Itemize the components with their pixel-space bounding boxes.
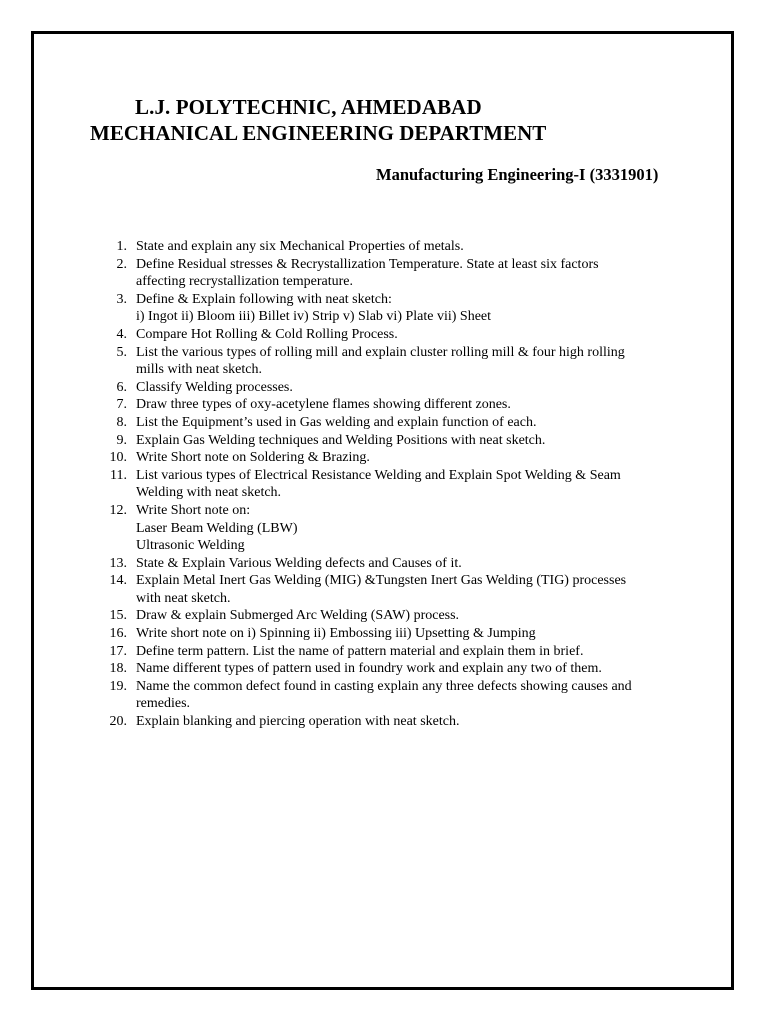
question-number: 16. [109,626,127,642]
question-item [103,467,683,502]
question-text-line: State and explain any six Mechanical Properties of metals. [136,239,464,254]
question-item [103,572,683,607]
question-number: 19. [109,678,127,694]
question-item [103,396,683,414]
question-text-line: Name the common defect found in casting explain any three defects showing causes and [136,678,632,694]
question-number: 15. [109,608,127,624]
question-text-line: Write Short note on Soldering & Brazing. [136,450,370,466]
question-number: 10. [109,450,127,466]
question-text-line: Explain Gas Welding techniques and Welding Positions with neat sketch. [136,432,546,448]
institution-title: L.J. POLYTECHNIC, AHMEDABAD [135,95,482,119]
question-text-line: Explain Metal Inert Gas Welding (MIG) &Tungsten Inert Gas Welding (TIG) processes [136,573,627,589]
question-number: 1. [116,239,127,254]
question-item [103,625,683,643]
question-text-line: with neat sketch. [136,590,231,606]
question-text-line: Ultrasonic Welding [136,538,245,554]
question-number: 3. [116,291,127,307]
question-number: 8. [116,414,127,430]
question-number: 13. [109,555,127,571]
question-number: 7. [116,397,127,413]
question-text-line: Welding with neat sketch. [136,485,282,501]
question-number: 5. [116,344,127,360]
question-item [103,555,683,573]
question-text-line: mills with neat sketch. [136,362,262,378]
question-number: 4. [116,326,127,342]
question-number: 18. [109,661,127,677]
question-number: 20. [109,714,127,730]
question-text-line: i) Ingot ii) Bloom iii) Billet iv) Strip v) Slab vi) Plate vii) Sheet [136,309,492,325]
question-text-line: List various types of Electrical Resistance Welding and Explain Spot Welding & Seam [136,467,621,483]
question-text-line: Write Short note on: [136,502,251,518]
question-item [103,326,683,344]
question-text-line: List the Equipment’s used in Gas welding and explain function of each. [136,414,537,430]
question-text-line: State & Explain Various Welding defects and Causes of it. [136,555,462,571]
subject-title: Manufacturing Engineering-I (3331901) [376,165,659,184]
question-item [103,607,683,625]
question-text-line: Classify Welding processes. [136,379,293,395]
question-text-line: Name different types of pattern used in foundry work and explain any two of them. [136,661,602,677]
question-item [103,678,683,713]
department-title: MECHANICAL ENGINEERING DEPARTMENT [90,121,547,145]
question-text-line: Compare Hot Rolling & Cold Rolling Process. [136,326,398,342]
question-text-line: affecting recrystallization temperature. [136,274,354,290]
question-item [103,449,683,467]
question-text-line: remedies. [136,696,191,712]
question-number: 17. [109,643,127,659]
question-text-line: Define Residual stresses & Recrystallization Temperature. State at least six factors [136,256,599,272]
question-text-line: Define & Explain following with neat sketch: [136,291,392,307]
question-list [103,238,683,731]
question-text-line: List the various types of rolling mill and explain cluster rolling mill & four high rolling [136,344,625,360]
question-text-line: Explain blanking and piercing operation with neat sketch. [136,714,460,730]
question-number: 14. [109,573,127,589]
question-item [103,256,683,291]
question-item [103,643,683,661]
question-number: 6. [116,379,127,395]
question-number: 9. [116,432,127,448]
question-text-line: Write short note on i) Spinning ii) Embossing iii) Upsetting & Jumping [136,626,536,642]
question-text-line: Define term pattern. List the name of pattern material and explain them in brief. [136,643,584,659]
question-text-line: Draw & explain Submerged Arc Welding (SAW) process. [136,608,460,624]
question-number: 11. [110,467,127,483]
question-item [103,713,683,731]
question-item [103,238,683,256]
question-text-line: Draw three types of oxy-acetylene flames showing different zones. [136,397,511,413]
question-item [103,291,683,326]
question-item [103,344,683,379]
question-text-line: Laser Beam Welding (LBW) [136,520,298,536]
question-item [103,502,683,555]
question-item [103,379,683,397]
question-item [103,414,683,432]
question-number: 2. [116,256,127,272]
question-item [103,432,683,450]
question-number: 12. [109,502,127,518]
question-item [103,660,683,678]
